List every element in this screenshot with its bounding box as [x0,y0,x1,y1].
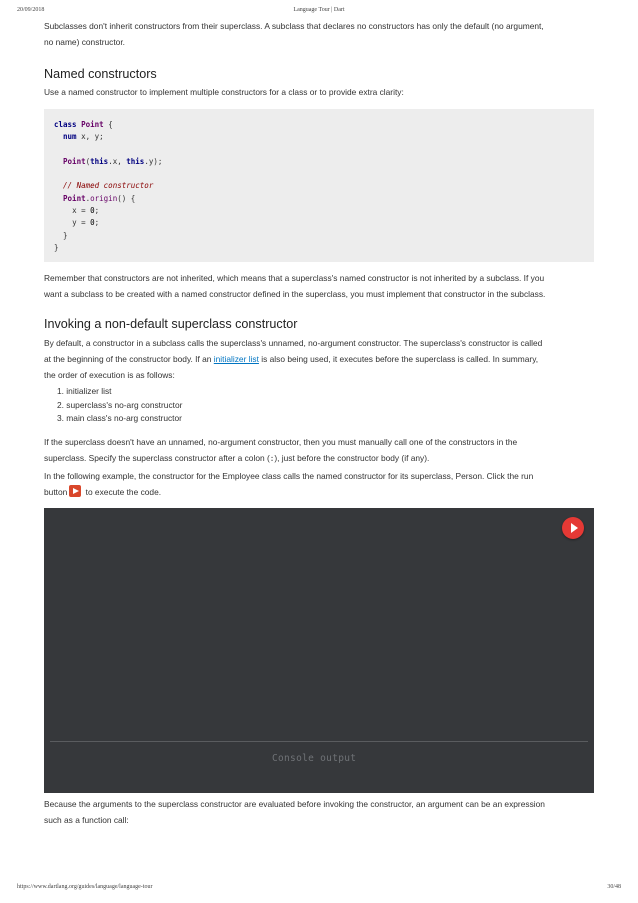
execution-order-list [57,385,182,426]
code-comment: // Named constructor [63,181,154,191]
list-item: 1. initializer list [57,386,112,396]
example-line-2-pre: button [44,487,68,497]
intro-line-1: Subclasses don't inherit constructors from their superclass. A subclass that declares no constructors has only the default (no argument, [44,21,544,31]
code-line [54,144,594,156]
code-keyword: this [90,156,109,166]
code-text: ; [94,206,100,216]
code-line [54,156,594,168]
code-text: x = [72,206,91,216]
remember-paragraph [44,270,594,302]
default-line-3: the order of execution is as follows: [44,370,175,380]
code-line [54,180,594,192]
code-text: } [63,230,68,240]
superclass-line-2-pre: superclass. Specify the superclass constructor after a colon ( [44,453,270,463]
code-line [54,242,594,254]
example-line-1: In the following example, the constructor for the Employee class calls the named constructor for its superclass, Person. Click the run [44,471,534,481]
initializer-list-link[interactable]: initializer list [213,354,259,364]
code-line [54,131,594,143]
code-text: { [126,193,136,203]
code-line [54,119,594,131]
example-line-2 [44,484,594,500]
closing-line-2: such as a function call: [44,815,129,825]
code-number: 0 [90,206,95,216]
console-output-label: Console output [272,753,357,764]
remember-line-2: want a subclass to be created with a named constructor defined in the superclass, you must implement that constructor in the subclass. [44,289,546,299]
code-type: Point [81,120,104,129]
print-title: Language Tour | Dart [293,7,345,13]
code-block [44,109,594,262]
run-button[interactable] [562,517,584,539]
example-line-2-post: to execute the code. [83,487,162,497]
code-text: y = [72,218,91,228]
dartpad-embed [44,508,594,793]
code-keyword: class [54,120,77,129]
list-item: 2. superclass's no-arg constructor [57,399,183,410]
intro-line-2: no name) constructor. [44,37,125,47]
code-keyword: num [63,132,77,142]
closing-paragraph [44,796,594,828]
example-paragraph [44,468,594,500]
list-item: 3. main class's no-arg constructor [57,413,182,423]
code-text: ( [85,156,91,166]
code-text: ; [94,218,100,228]
invoking-heading: Invoking a non-default superclass constructor [44,317,298,331]
print-header [0,7,638,17]
code-line [54,217,594,229]
print-date: 20/09/2018 [17,7,45,13]
superclass-line-2 [44,450,594,467]
default-line-1: By default, a constructor in a subclass calls the superclass's unnamed, no-argument constructor. The superclass's constructor is called [44,338,543,348]
default-line-2-post: is also being used, it executes before the superclass is called. In summary, [258,354,539,364]
superclass-line-1: If the superclass doesn't have an unnamed, no-argument constructor, then you must manually call one of the constructors in the [44,437,518,447]
code-number: 0 [90,218,95,228]
print-url: https://www.dartlang.org/guides/language/language-tour [17,884,153,890]
code-line [54,230,594,242]
intro-paragraph [44,18,594,50]
page-number: 30/48 [607,884,621,890]
named-constructors-heading: Named constructors [44,67,157,81]
closing-line-1: Because the arguments to the superclass constructor are evaluated before invoking the constructor, an argument can be an expression [44,799,545,809]
colon-code: : [269,454,275,463]
code-type: Point [63,156,86,166]
code-text: x, y; [81,132,104,142]
code-text: } [54,242,59,252]
play-icon [69,485,81,497]
code-text: .y); [144,156,163,166]
code-type: Point [63,193,86,203]
print-footer [0,884,638,894]
code-line [54,205,594,217]
code-text: .x, [108,156,127,166]
code-line [54,193,594,205]
default-constructor-paragraph [44,335,594,383]
code-keyword: this [126,156,145,166]
default-line-2-pre: at the beginning of the constructor body. If an [44,354,214,364]
named-constructors-description: Use a named constructor to implement multiple constructors for a class or to provide extra clarity: [44,87,404,97]
code-text: . [85,193,91,203]
remember-line-1: Remember that constructors are not inherited, which means that a superclass's named constructor is not inherited by a subclass. If you [44,273,545,283]
superclass-call-paragraph [44,434,594,467]
code-editor[interactable] [44,508,594,740]
superclass-line-2-post: ), just before the constructor body (if any). [274,453,430,463]
code-function: origin [90,193,118,203]
code-text: { [108,120,113,129]
default-line-2 [44,351,594,367]
code-text: () [117,193,127,203]
console-divider [50,741,588,742]
code-line [54,168,594,180]
